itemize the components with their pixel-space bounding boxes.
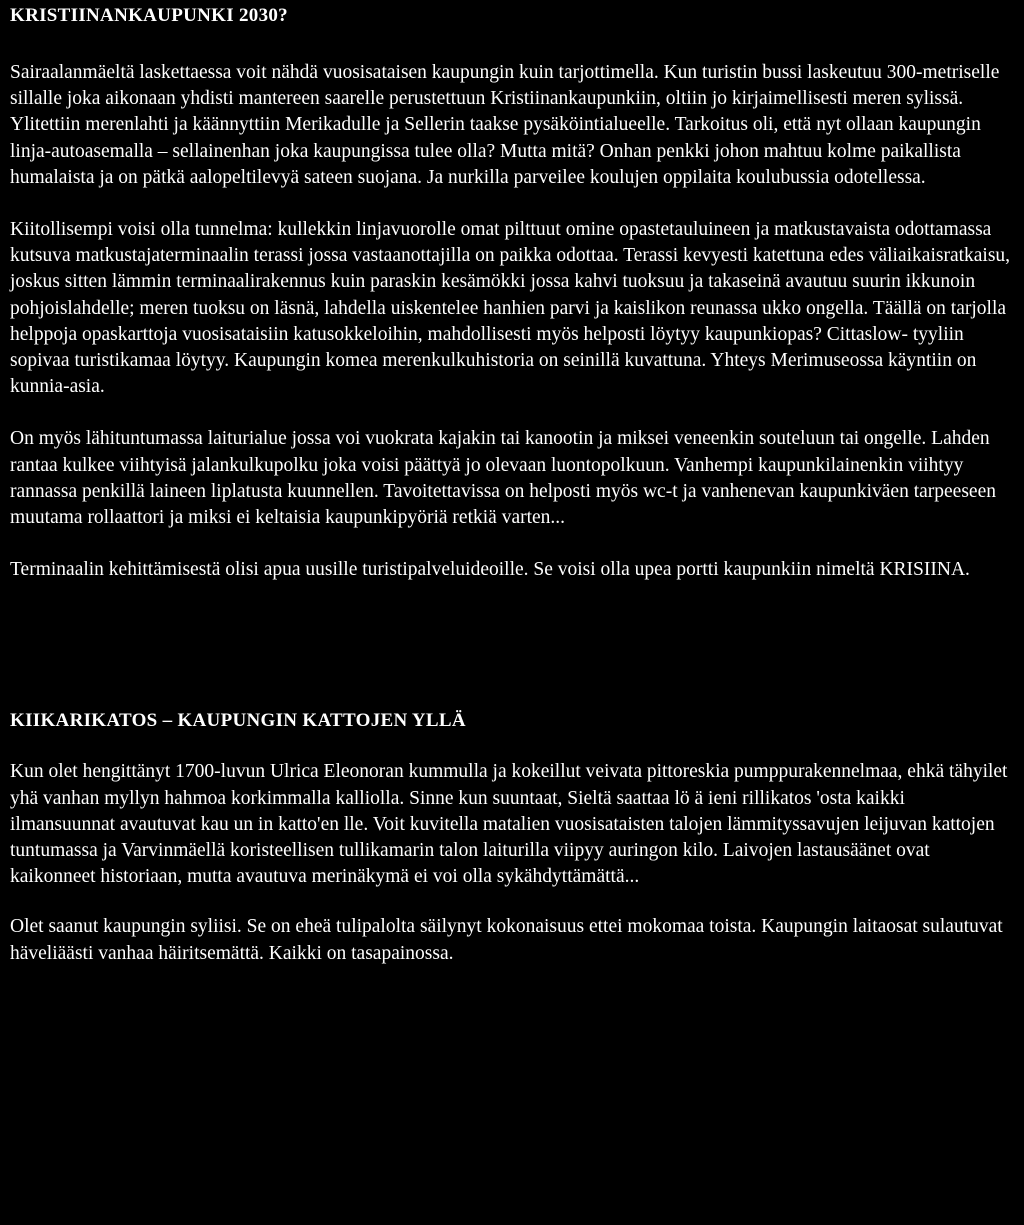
- paragraph: Kun olet hengittänyt 1700-luvun Ulrica Eleonoran kummulla ja kokeillut veivata pittoreskia pumppurakennelmaa, ehkä tähyilet yhä vanhan myllyn hahmoa korkimmalla kalliolla. Sinne kun suuntaat, Sieltä saattaa lö ä ieni rillikatos 'osta kaikki ilmansuunnat avautuvat kau un in katto'en lle. Voit kuvitella matalien vuosisataisten talojen lämmityssavujen leijuvan kattojen tuntumassa ja Varvinmäellä koristeellisen tullikamarin talon laiturilla viipyy auringon kilo. Laivojen lastausäänet ovat kaikonneet historiaan, mutta avautuva merinäkymä ei voi olla sykähdyttämättä...: [10, 761, 1008, 888]
- paragraph: On myös lähituntumassa laiturialue jossa voi vuokrata kajakin tai kanootin ja miksei veneenkin souteluun tai ongelle. Lahden rantaa kulkee viihtyisä jalankulkupolku joka voisi päättyä jo olevaan luontopolkuun. Vanhempi kaupunkilainenkin viihtyy rannassa penkillä laineen liplatusta kuunnellen. Tavoitettavissa on helposti myös wc-t ja vanhenevan kaupunkiväen tarpeeseen muutama rollaattori ja miksi ei keltaisia kaupunkipyöriä retkiä varten...: [10, 428, 996, 529]
- paragraph: Sairaalanmäeltä laskettaessa voit nähdä vuosisataisen kaupungin kuin tarjottimella. Kun turistin bussi laskeutuu 300-metriselle sillalle joka aikonaan yhdisti mantereen saarelle perustettuun Kristiinankaupunkiin, oltiin jo kirjaimellisesti meren sylissä. Ylitettiin merenlahti ja käännyttiin Merikadulle ja Sellerin taakse pysäköintialueelle. Tarkoitus oli, että nyt ollaan kaupungin linja-autoasemalla – sellainenhan joka kaupungissa tulee olla? Mutta mitä? Onhan penkki johon mahtuu kolme paikallista humalaista ja on pätkä aalopeltilevyä sateen suojana. Ja nurkilla parveilee koulujen oppilaita koulubussia odotellessa.: [10, 62, 1000, 188]
- section-heading: KRISTIINANKAUPUNKI 2030?: [10, 5, 288, 26]
- paragraph: Olet saanut kaupungin syliisi. Se on eheä tulipalolta säilynyt kokonaisuus ettei mokomaa toista. Kaupungin laitaosat sulautuvat häveliäästi vanhaa häiritsemättä. Kaikki on tasapainossa.: [10, 916, 1003, 964]
- paragraph: Terminaalin kehittämisestä olisi apua uusille turistipalveluideoille. Se voisi olla upea portti kaupunkiin nimeltä KRISIINA.: [10, 559, 970, 581]
- section-kristiinankaupunki-2030: [10, 4, 1014, 583]
- paragraph: Kiitollisempi voisi olla tunnelma: kullekkin linjavuorolle omat pilttuut omine opastetauluineen ja matkustavaista odottamassa kutsuva matkustajaterminaalin terassi jossa vastaanottajilla on paikka odottaa. Terassi kevyesti katettuna edes väliaikaisratkaisu, joskus sitten lämmin terminaalirakennus kuin paraskin kesämökki jossa kahvi tuoksuu ja takaseinä avautuu suurin ikkunoin pohjoislahdelle; meren tuoksu on läsnä, lahdella uiskentelee hanhien parvi ja kaislikon reunassa ukko ongella. Täällä on tarjolla helppoja opaskarttoja vuosisataisiin katusokkeloihin, mahdollisesti myös helposti löytyy kaupunkiopas? Cittaslow- tyyliin sopivaa turistikamaa löytyy. Kaupungin komea merenkulkuhistoria on seinillä kuvattuna. Yhteys Merimuseossa käyntiin on kunnia-asia.: [10, 219, 1011, 398]
- section-heading: KIIKARIKATOS – KAUPUNGIN KATTOJEN YLLÄ: [10, 710, 466, 732]
- section-kiikarikatos: [10, 709, 1014, 966]
